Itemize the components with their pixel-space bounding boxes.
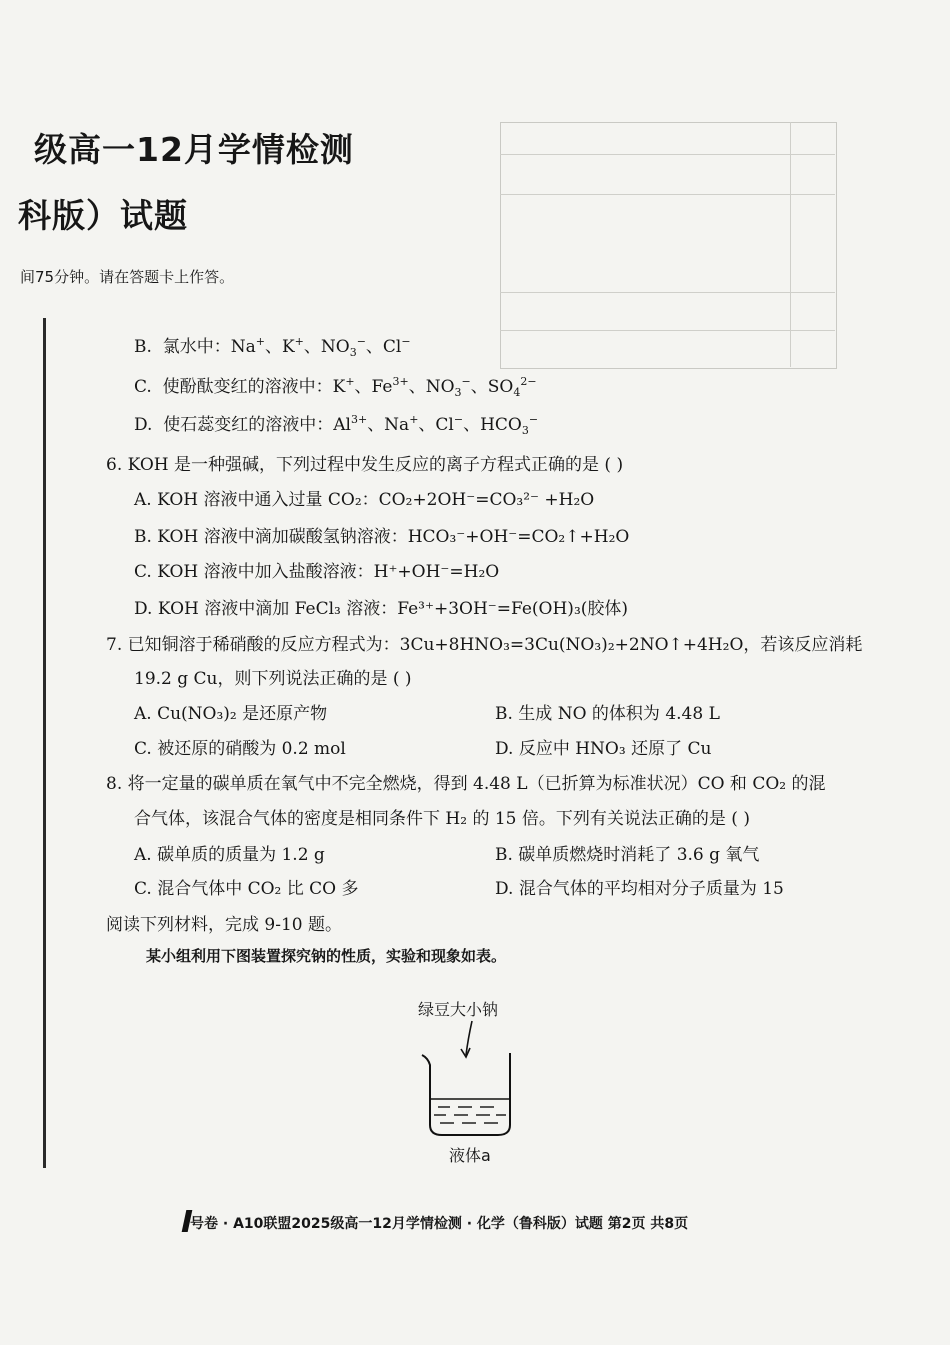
q5-option-c: C. 使酚酞变红的溶液中：K+、$Fe^{3+}$、$NO_3^-$、$SO_4^{2-}$ bbox=[134, 375, 537, 399]
q6-stem: 6. KOH 是一种强碱，下列过程中发生反应的离子方程式正确的是 ( ) bbox=[106, 455, 624, 475]
bleed-through-rule bbox=[790, 122, 791, 367]
bleed-through-rule bbox=[500, 194, 835, 195]
beaker-diagram bbox=[410, 1005, 520, 1145]
q7-option-d: D. 反应中 HNO₃ 还原了 Cu bbox=[495, 739, 712, 759]
page-title-line2: 科版）试题 bbox=[18, 196, 188, 235]
bleed-through-rule bbox=[500, 330, 835, 331]
q7-option-a: A. Cu(NO₃)₂ 是还原产物 bbox=[134, 704, 328, 724]
q6-option-b: B. KOH 溶液中滴加碳酸氢钠溶液：HCO₃⁻+OH⁻=CO₂↑+H₂O bbox=[134, 527, 630, 547]
bleed-through-rule bbox=[500, 292, 835, 293]
arrow-head-icon bbox=[461, 1048, 470, 1057]
bleed-through-rule bbox=[500, 154, 835, 155]
q8-option-b: B. 碳单质燃烧时消耗了 3.6 g 氧气 bbox=[495, 845, 760, 865]
page-footer: 号卷 · A10联盟2025级高一12月学情检测 · 化学（鲁科版）试题 第2页 共8页 bbox=[190, 1216, 689, 1232]
q8-option-c: C. 混合气体中 CO₂ 比 CO 多 bbox=[134, 879, 359, 899]
q8-option-d: D. 混合气体的平均相对分子质量为 15 bbox=[495, 879, 784, 899]
q6-option-c: C. KOH 溶液中加入盐酸溶液：H⁺+OH⁻=H₂O bbox=[134, 562, 500, 582]
liquid-a-label: 液体a bbox=[449, 1146, 491, 1165]
q7-option-b: B. 生成 NO 的体积为 4.48 L bbox=[495, 704, 720, 724]
q7-stem-line2: 19.2 g Cu，则下列说法正确的是 ( ) bbox=[134, 669, 412, 689]
liquid-dashes bbox=[434, 1107, 506, 1123]
time-note: 间75分钟。请在答题卡上作答。 bbox=[20, 268, 235, 286]
q8-option-a: A. 碳单质的质量为 1.2 g bbox=[134, 845, 325, 865]
q8-stem-line2: 合气体，该混合气体的密度是相同条件下 H₂ 的 15 倍。下列有关说法正确的是 ( ) bbox=[134, 809, 750, 829]
q6-option-a: A. KOH 溶液中通入过量 CO₂：CO₂+2OH⁻=CO₃²⁻ +H₂O bbox=[134, 490, 595, 510]
q6-option-d: D. KOH 溶液中滴加 FeCl₃ 溶液：Fe³⁺+3OH⁻=Fe(OH)₃(胶体) bbox=[134, 599, 629, 619]
q7-option-c: C. 被还原的硝酸为 0.2 mol bbox=[134, 739, 346, 759]
q5-option-b: B. 氯水中：Na+、K+、$NO_3^-$、Cl− bbox=[134, 335, 411, 359]
page-title-line1: 级高一12月学情检测 bbox=[34, 130, 354, 169]
bleed-through-table bbox=[500, 122, 837, 369]
q5-option-d: D. 使石蕊变红的溶液中：$Al^{3+}$、Na+、Cl−、$HCO_3^-$ bbox=[134, 413, 539, 437]
binding-margin-line bbox=[43, 318, 46, 1168]
material-description: 某小组利用下图装置探究钠的性质，实验和现象如表。 bbox=[146, 947, 507, 965]
material-intro: 阅读下列材料，完成 9-10 题。 bbox=[106, 915, 342, 935]
q7-stem-line1: 7. 已知铜溶于稀硝酸的反应方程式为：3Cu+8HNO₃=3Cu(NO₃)₂+2NO↑+4H₂O，若该反应消耗 bbox=[106, 635, 863, 655]
q8-stem-line1: 8. 将一定量的碳单质在氧气中不完全燃烧，得到 4.48 L（已折算为标准状况）CO 和 CO₂ 的混 bbox=[106, 774, 826, 794]
sodium-label: 绿豆大小钠 bbox=[418, 1000, 499, 1019]
